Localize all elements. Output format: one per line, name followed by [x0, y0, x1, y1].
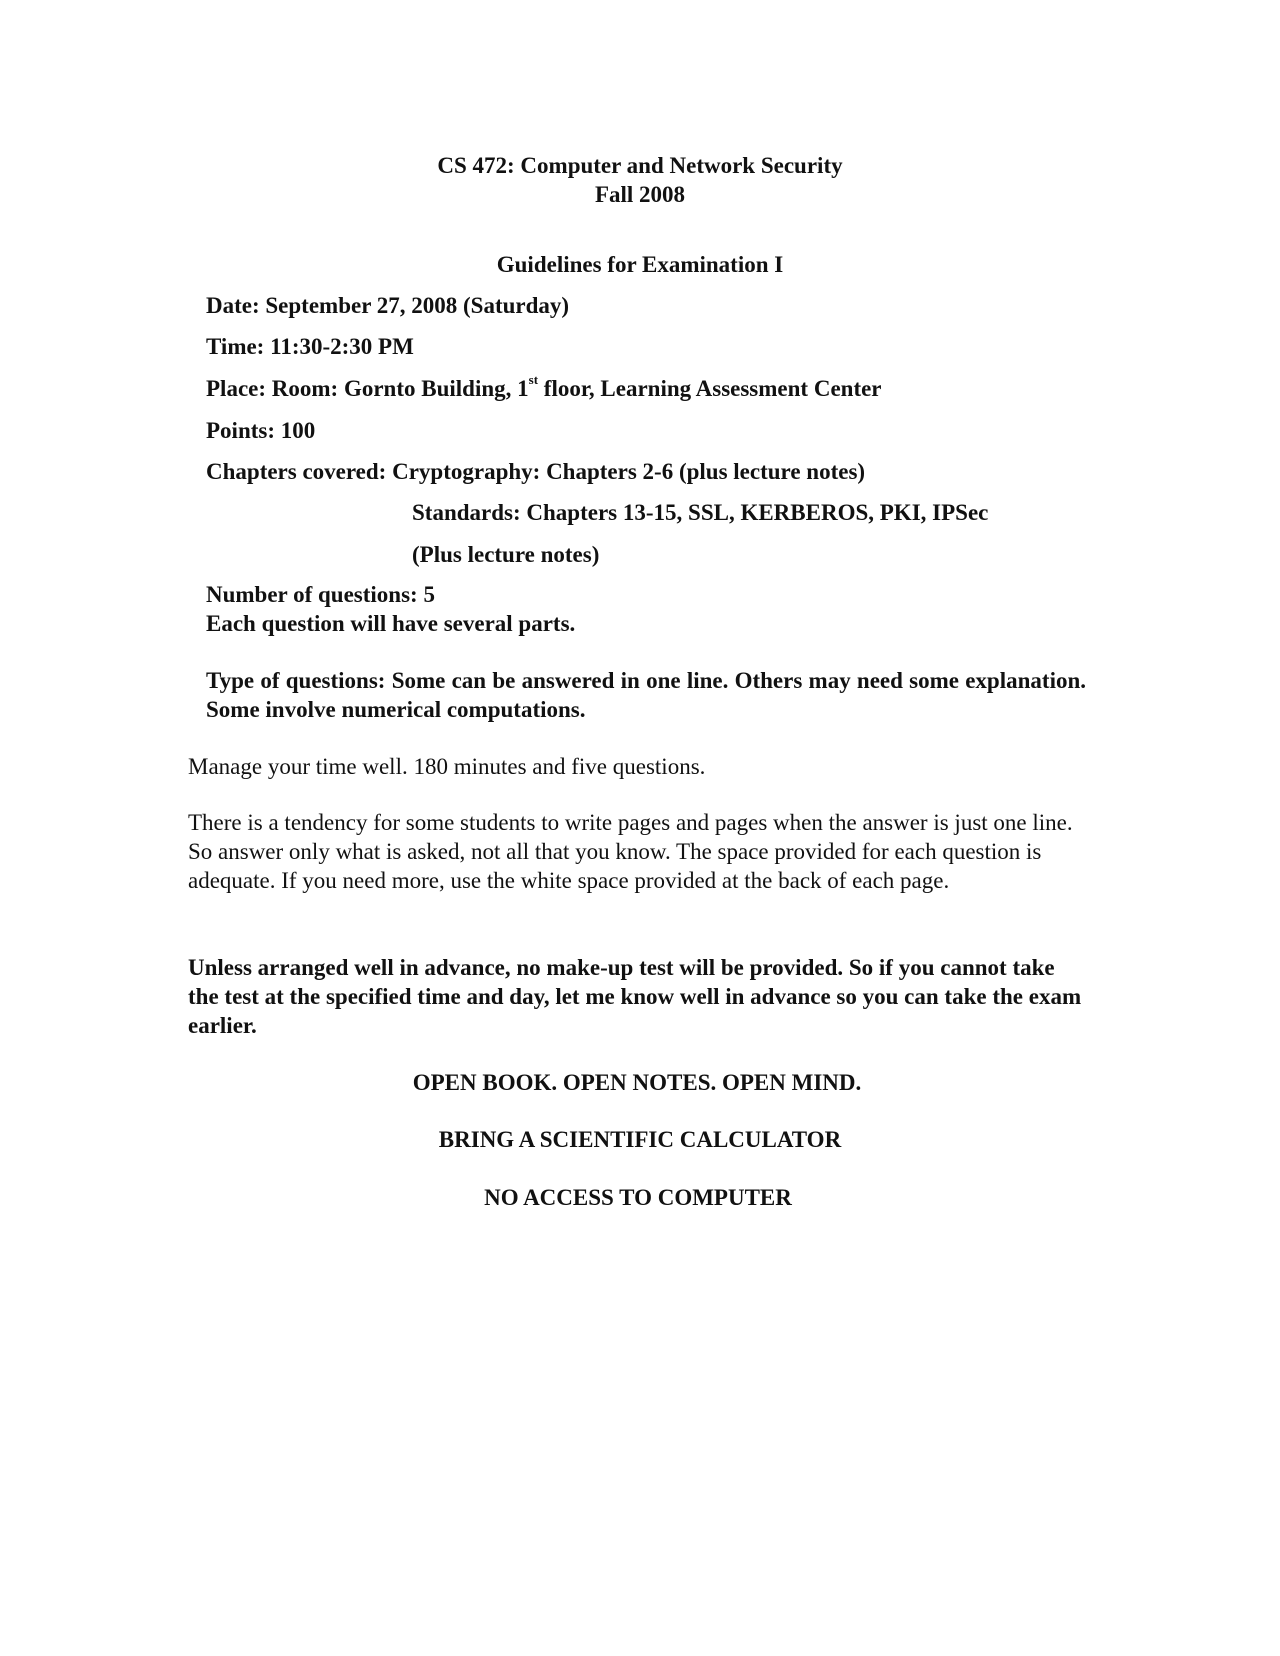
exam-place [206, 374, 882, 403]
chapters-plus-notes: (Plus lecture notes) [412, 542, 600, 567]
exam-place-prefix: Place: Room: Gornto Building, 1 [206, 376, 529, 401]
exam-place-suffix: floor, Learning Assessment Center [538, 376, 882, 401]
open-book-notice: OPEN BOOK. OPEN NOTES. OPEN MIND. [412, 1070, 862, 1095]
exam-place-superscript: st [528, 372, 539, 388]
number-of-questions: Number of questions: 5 [206, 582, 435, 607]
chapters-covered [206, 457, 865, 486]
chapters-standards: Standards: Chapters 13-15, SSL, KERBEROS, PKI, IPSec [412, 500, 989, 525]
course-title: CS 472: Computer and Network Security [437, 153, 843, 178]
chapters-label: Chapters covered: [206, 459, 393, 484]
term: Fall 2008 [594, 182, 686, 207]
document-title: Guidelines for Examination I [496, 252, 784, 277]
makeup-policy: Unless arranged well in advance, no make-up test will be provided. So if you cannot take the test at the specified time and day, let me know well in advance so you can take the exam earlier. [188, 955, 1082, 1038]
chapters-cryptography: Cryptography: Chapters 2-6 (plus lecture notes) [392, 459, 866, 484]
question-parts: Each question will have several parts. [206, 611, 576, 636]
tendency-paragraph: There is a tendency for some students to write pages and pages when the answer is just one line. So answer only what is asked, not all that you know. The space provided for each question is adequate. If you need more, use the white space provided at the back of each page. [188, 810, 1073, 893]
type-of-questions: Type of questions: Some can be answered in one line. Others may need some explanation. Some involve numerical computations. [206, 668, 1086, 722]
exam-date: Date: September 27, 2008 (Saturday) [206, 293, 570, 318]
no-computer-notice: NO ACCESS TO COMPUTER [484, 1185, 792, 1210]
exam-points: Points: 100 [206, 418, 316, 443]
exam-time: Time: 11:30-2:30 PM [206, 334, 414, 359]
manage-time-note: Manage your time well. 180 minutes and five questions. [188, 754, 706, 779]
calculator-notice: BRING A SCIENTIFIC CALCULATOR [438, 1127, 842, 1152]
